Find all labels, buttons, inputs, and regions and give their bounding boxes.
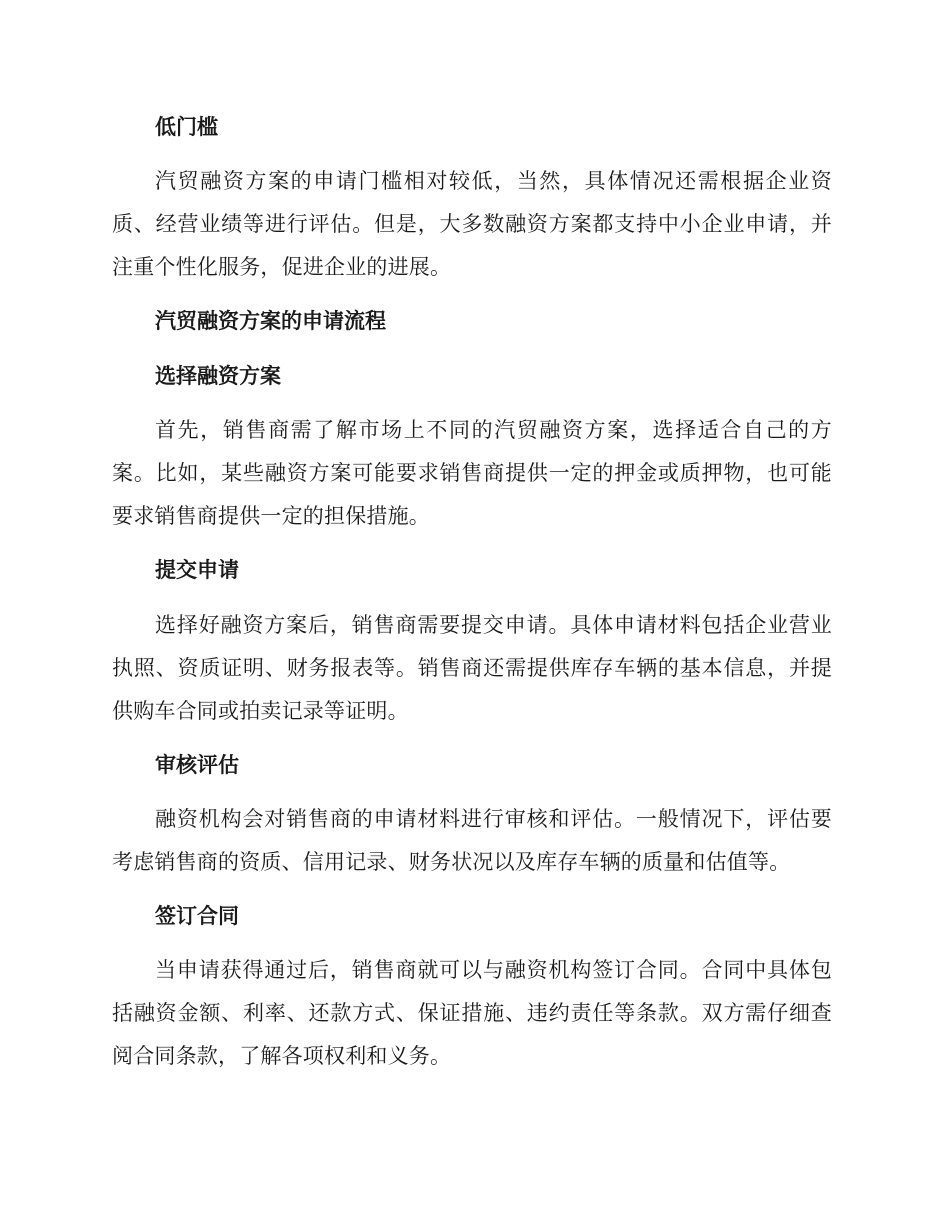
section-heading-low-threshold: 低门槛	[155, 114, 218, 139]
section-body-review-evaluation: 融资机构会对销售商的申请材料进行审核和评估。一般情况下，评估要考虑销售商的资质、信用记录、财务状况以及库存车辆的质量和估值等。	[112, 807, 832, 874]
section-body-submit-application: 选择好融资方案后，销售商需要提交申请。具体申请材料包括企业营业执照、资质证明、财务报表等。销售商还需提供库存车辆的基本信息，并提供购车合同或拍卖记录等证明。	[112, 613, 832, 723]
section-heading-sign-contract: 签订合同	[155, 903, 239, 928]
section-body-sign-contract: 当申请获得通过后，销售商就可以与融资机构签订合同。合同中具体包括融资金额、利率、还款方式、保证措施、违约责任等条款。双方需仔细查阅合同条款，了解各项权利和义务。	[112, 958, 832, 1068]
section-heading-submit-application: 提交申请	[155, 557, 239, 582]
section-heading-choose-plan: 选择融资方案	[155, 363, 281, 388]
section-heading-review-evaluation: 审核评估	[155, 752, 239, 777]
section-body-low-threshold: 汽贸融资方案的申请门槛相对较低，当然，具体情况还需根据企业资质、经营业绩等进行评估。但是，大多数融资方案都支持中小企业申请，并注重个性化服务，促进企业的进展。	[112, 169, 832, 279]
section-body-choose-plan: 首先，销售商需了解市场上不同的汽贸融资方案，选择适合自己的方案。比如，某些融资方案可能要求销售商提供一定的押金或质押物，也可能要求销售商提供一定的担保措施。	[112, 418, 832, 528]
section-heading-application-process: 汽贸融资方案的申请流程	[155, 308, 386, 333]
